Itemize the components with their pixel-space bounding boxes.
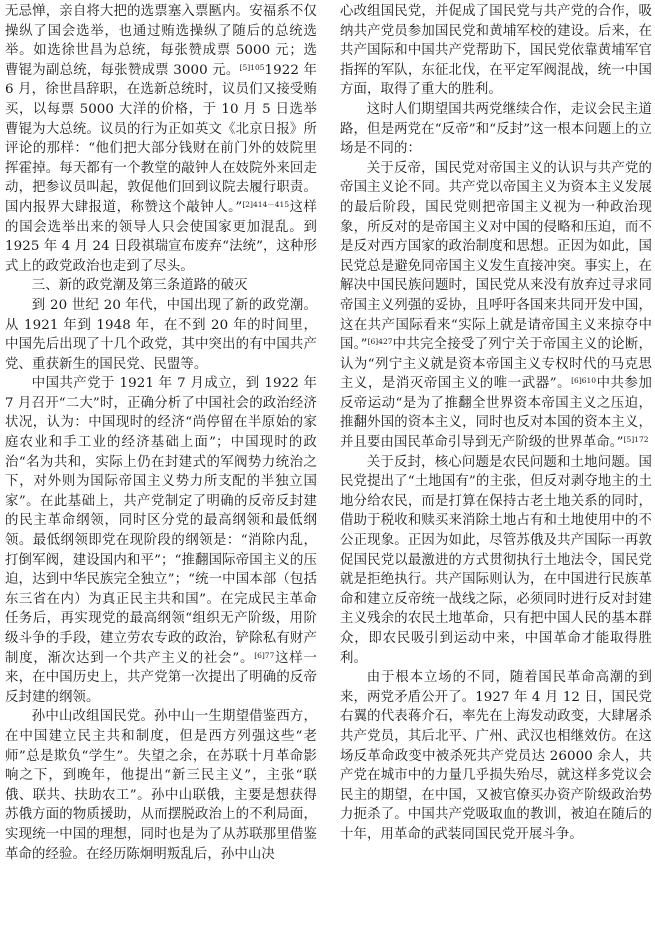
paragraph-text: 无忌惮，亲自将大把的选票塞入票匦内。安福系不仅操纵了国会选举，也通过贿选操纵了随后的总统选举。如选徐世昌为总统，每张赞成票 5000 元；选曹锟为副总统，每张赞成票 3000 元。 — [5, 4, 317, 78]
left-column — [5, 2, 317, 935]
paragraph-text: 中共完全接受了列宁关于帝国主义的论断，认为“列宁主义就是资本帝国主义专权时代的马克思主义，是消灭帝国主义的唯一武器”。 — [340, 337, 652, 392]
citation-marker: [6]610 — [571, 376, 597, 386]
citation-marker: [2]414－415 — [242, 199, 290, 209]
paragraph-text: 孙中山改组国民党。孙中山一生期望借鉴西方，在中国建立民主共和制度，但是西方列强这些“老师”总是欺负“学生”。失望之余，在苏联十月革命影响之下，到晚年，他提出“新三民主义”，主张“联俄、联共、扶助农工”。孙中山联俄，主要是想获得苏俄方面的物质援助，从而摆脱政治上的不利局面，实现统一中国的理想，同时也是为了从苏联那里借鉴革命的经验。在经历陈炯明叛乱后，孙中山决 — [5, 709, 317, 862]
paragraph-text: 这样的国会选举出来的领导人只会使国家更加混乱。到 1925 年 4 月 24 日段祺瑞宣布废弃“法统”，这种形式上的政党政治也走到了尽头。 — [5, 199, 317, 274]
right-column — [340, 2, 652, 935]
paragraph-text: 三、新的政党潮及第三条道路的破灭 — [31, 278, 248, 294]
paragraph — [5, 374, 317, 707]
paragraph-text: 这时人们期望国共两党继续合作，走议会民主道路，但是两党在“反帝”和“反封”这一根本问题上的立场是不同的： — [340, 101, 652, 157]
paragraph-text: 由于根本立场的不同，随着国民革命高潮的到来，两党矛盾公开了。1927 年 4 月 12 日，国民党右翼的代表蒋介石，率先在上海发动政变，大肆屠杀共产党员，其后北平、广州、武汉也相继效仿。在这场反革命政变中被杀死共产党员达 26000 余人，共产党在城市中的力量几乎损失殆尽，就这样多党议会民主的期望，在中国，又被官僚买办资产阶级政治势力扼杀了。中国共产党吸取血的教训，被迫在随后的十年，用革命的武装同国民党开展斗争。 — [340, 670, 652, 842]
citation-marker: [6]77 — [254, 650, 275, 660]
paragraph — [5, 707, 317, 864]
paragraph-text: 中国共产党于 1921 年 7 月成立，到 1922 年 7 月召开“二大”时，正确分析了中国社会的政治经济状况，认为：中国现时的经济“尚停留在半原始的家庭农业和手工业的经济基础上面”；中国现时的政治“名为共和，实际上仍在封建式的军阀势力统治之下，对外则为国际帝国主义势力所支配的半独立国家”。在此基础上，共产党制定了明确的反帝反封建的民主革命纲领，同时区分党的最高纲领和最低纲领。最低纲领即党在现阶段的纲领是：“消除内乱，打倒军阀，建设国内和平”；“推翻国际帝国主义的压迫，达到中华民族完全独立”；“统一中国本部（包括东三省在内）为真正民主共和国”。在完成民主革命任务后，再实现党的最高纲领“组织无产阶级，用阶级斗争的手段，建立劳农专政的政治，铲除私有财产制度，渐次达到一个共产主义的社会”。 — [5, 376, 317, 666]
paragraph — [5, 276, 317, 296]
paragraph — [5, 296, 317, 374]
paragraph — [340, 100, 652, 159]
paragraph-text: 这样一来，在中国历史上，共产党第一次提出了明确的反帝反封建的纲领。 — [5, 650, 317, 705]
paragraph-text: 关于反封，核心问题是农民问题和土地问题。国民党提出了“土地国有”的主张，但反对剥夺地主的土地分给农民，而是打算在保持古老土地关系的同时，借助于税收和赎买来消除土地占有和土地使用中的不公正现象。正因为如此，尽管苏俄及共产国际一再敦促国民党以最激进的方式贯彻执行土地法令，国民党就是拒绝执行。共产国际则认为，在中国进行民族革命和建立反帝统一战线之际，必须同时进行反对封建主义残余的农民土地革命，只有把中国人民的基本群众，即农民吸引到运动中来，中国革命才能取得胜利。 — [340, 454, 652, 666]
paragraph-text: 中共参加反帝运动“是为了推翻全世界资本帝国主义之压迫，推翻外国的资本主义，同时也反对本国的资本主义，并且要由国民革命引导到无产阶级的世界革命。” — [340, 376, 652, 451]
paragraph — [340, 668, 652, 844]
paragraph — [340, 2, 652, 100]
citation-marker: [5]172 — [623, 435, 649, 445]
paragraph — [5, 2, 317, 276]
paragraph-text: 关于反帝，国民党对帝国主义的认识与共产党的帝国主义论不同。共产党以帝国主义为资本主义发展的最后阶段，国民党则把帝国主义视为一种政治现象，所反对的是帝国主义对中国的侵略和压迫，而不是反对西方国家的政治制度和思想。正因为如此，国民党总是避免同帝国主义发生直接冲突。事实上，在解决中国民族问题时，国民党从来没有放弃过寻求同帝国主义列强的妥协，且呼吁各国来共同开发中国，这在共产国际看来“实际上就是请帝国主义来掠夺中国。” — [340, 160, 652, 353]
citation-marker: [6]427 — [367, 337, 393, 347]
paragraph-text: 心改组国民党，并促成了国民党与共产党的合作，吸纳共产党员参加国民党和黄埔军校的建设。后来，在共产国际和中国共产党帮助下，国民党依靠黄埔军官指挥的军队，东征北伐，在平定军阀混战，统一中国方面，取得了重大的胜利。 — [340, 4, 652, 98]
paragraph-text: 到 20 世纪 20 年代，中国出现了新的政党潮。从 1921 年到 1948 年，在不到 20 年的时间里，中国先后出现了十几个政党，其中突出的有中国共产党、重获新生的国民党、民盟等。 — [5, 297, 317, 372]
citation-marker: [5]105 — [239, 62, 265, 72]
paragraph-text: 1922 年 6 月，徐世昌辞职，在选新总统时，议员们又接受贿买，以每票 5000 大洋的价格，于 10 月 5 日选举曹锟为大总统。议员的行为正如英文《北京日报》所评论的那样：“他们把大部分钱财在前门外的妓院里挥霍掉。每天都有一个教堂的敲钟人在妓院外来回走动，把参议员叫起，敦促他们回到议院去履行职责。国内报界大肆报道，称赞这个敲钟人。” — [5, 62, 317, 215]
paragraph — [340, 159, 652, 453]
paragraph — [340, 453, 652, 669]
